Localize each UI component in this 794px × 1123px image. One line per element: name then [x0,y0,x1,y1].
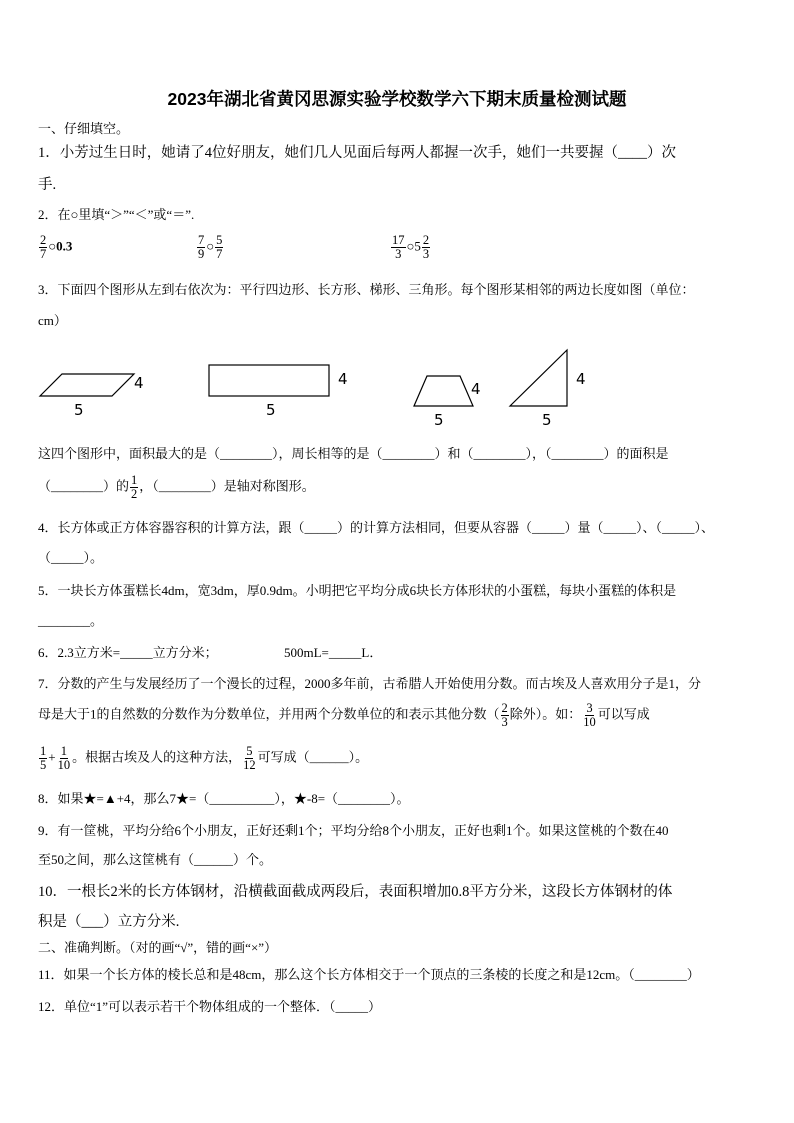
section-2-heading: 二、准确判断。（对的画“√”，错的画“×”） [38,940,278,955]
question-9-line-1: 9．有一筐桃，平均分给6个小朋友，正好还剩1个；平均分给8个小朋友，正好也剩1个。如果这筐桃的个数在40 [38,823,669,838]
question-12: 12．单位“1”可以表示若干个物体组成的一个整体．（_____） [38,999,382,1014]
parallelogram-base-label: 5 [74,401,84,419]
rectangle-length-label: 5 [266,401,276,419]
rectangle-width-label: 4 [338,370,348,388]
question-7-line-2: 母是大于1的自然数的分数作为分数单位，并用两个分数单位的和表示其他分数（ $\frac{2}{3}$ 除外）。如： $\frac{3}{10}$ 可以写成 [38,701,650,730]
trapezoid-side-label: 4 [471,380,481,398]
question-9-line-2: 至50之间，那么这筐桃有（______）个。 [38,852,273,867]
question-4-line-2: （_____）。 [38,550,104,565]
triangle-base-label: 5 [542,411,552,429]
triangle-shape [510,350,567,406]
question-10-line-1: 10．一根长2米的长方体钢材，沿横截面截成两段后，表面积增加0.8平方分米，这段长方体钢材的体 [38,884,673,900]
question-3-line-3: 这四个图形中，面积最大的是（________），周长相等的是（________）和（________），（________）的面积是 [38,446,669,461]
question-3-line-4: （________）的 $\frac{1}{2}$ ，（________）是轴对称图形。 [38,473,315,502]
question-6-part-1: 6．2.3立方米=_____立方分米； [38,645,218,660]
question-1-line-1: 1．小芳过生日时，她请了4位好朋友，她们几人见面后每两人都握一次手，她们一共要握（____）次 [38,145,676,161]
question-5-line-1: 5．一块长方体蛋糕长4dm，宽3dm，厚0.9dm。小明把它平均分成6块长方体形状的小蛋糕，每块小蛋糕的体积是 [38,583,677,598]
question-6-part-2: 500mL=_____L． [284,645,383,660]
parallelogram-shape [40,374,134,396]
page-title: 2023年湖北省黄冈思源实验学校数学六下期末质量检测试题 [167,89,627,109]
question-2-item-2: $\frac{7}{9}$ ○ $\frac{5}{7}$ [198,233,223,262]
parallelogram-side-label: 4 [134,374,144,392]
question-2-item-1: $\frac{2}{7}$ ○0.3 [40,233,73,262]
question-7-line-3: $\frac{1}{5}$ + $\frac{1}{10}$ 。根据古埃及人的这种方法， $\frac{5}{12}$ 可写成（______）。 [40,744,369,773]
question-8: 8．如果★=▲+4，那么7★=（__________），★-8=（________）。 [38,791,410,806]
trapezoid-shape [414,376,473,406]
question-1-line-2: 手. [38,177,57,193]
question-2-item-3: $\frac{17}{3}$ ○5 $\frac{2}{3}$ [392,233,430,262]
rectangle-shape [209,365,329,396]
question-4-line-1: 4．长方体或正方体容器容积的计算方法，跟（_____）的计算方法相同，但要从容器（_____）量（_____）、（_____）、 [38,520,715,535]
shapes-figure [0,340,794,435]
triangle-height-label: 4 [576,370,586,388]
question-11: 11．如果一个长方体的棱长总和是48cm，那么这个长方体相交于一个顶点的三条棱的长度之和是12cm。（________） [38,967,700,982]
section-1-heading: 一、仔细填空。 [38,121,130,136]
question-3-line-1: 3．下面四个图形从左到右依次为：平行四边形、长方形、梯形、三角形。每个图形某相邻的两边长度如图（单位： [38,282,695,297]
question-2-text: 2．在○里填“＞”“＜”或“＝”. [38,207,195,222]
question-10-line-2: 积是（___）立方分米. [38,914,180,930]
question-7-line-1: 7．分数的产生与发展经历了一个漫长的过程，2000多年前，古希腊人开始使用分数。而古埃及人喜欢用分子是1，分 [38,676,702,691]
trapezoid-base-label: 5 [434,411,444,429]
question-5-line-2: ________。 [38,613,104,628]
question-3-line-2: cm） [38,313,67,328]
